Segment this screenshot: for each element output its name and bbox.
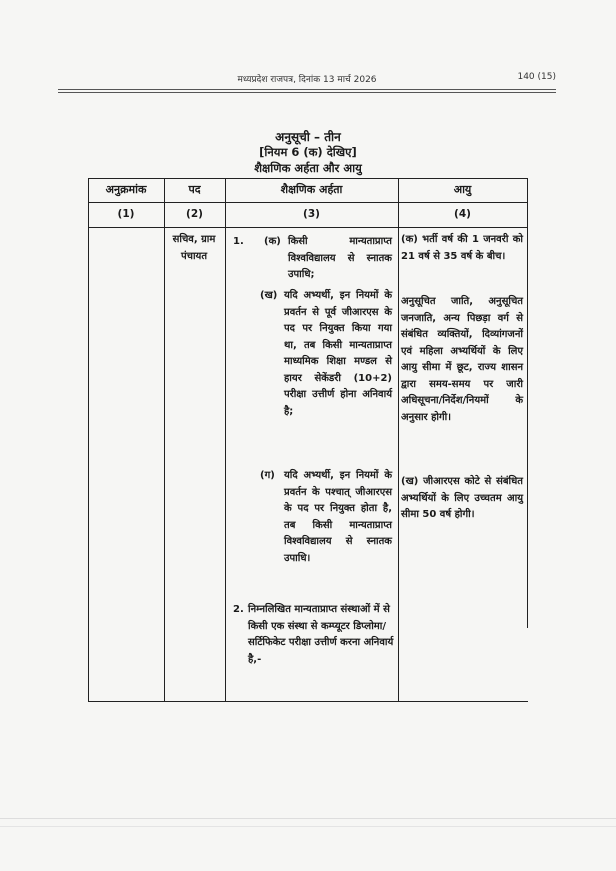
- col-divider-2: [225, 178, 226, 702]
- rule-reference: [नियम 6 (क) देखिए]: [259, 145, 357, 159]
- col-number-4: (4): [454, 208, 471, 220]
- header-rule-top: [58, 89, 556, 90]
- qualification-a-label: (क): [264, 236, 281, 247]
- col-number-2: (2): [186, 208, 203, 220]
- table-border-top: [88, 178, 528, 179]
- qualification-item2-text: निम्नलिखित मान्यताप्राप्त संस्थाओं में से किसी एक संस्था से कम्प्यूटर डिप्लोमा/ सर्टिफिकेट परीक्षा उत्तीर्ण करना अनिवार्य है,-: [248, 604, 394, 665]
- age-relaxation: अनुसूचित जाति, अनुसूचित जनजाति, अन्य पिछड़ा वर्ग से संबंधित व्यक्तियों, दिव्यांगजनों एवं महिला अभ्यर्थियों के लिए आयु सीमा में छूट, राज्य शासन द्वारा समय-समय पर जारी अधिसूचना/निर्देश/नियमों के अनुसार होगी।: [401, 296, 523, 423]
- scan-edge-line: [0, 818, 616, 819]
- qualification-b-label: (ख): [260, 290, 278, 301]
- header-qualification: शैक्षणिक अर्हता: [280, 183, 343, 196]
- scan-edge-line-2: [0, 826, 616, 827]
- table-border-right: [527, 178, 528, 628]
- header-rule-bottom: [58, 92, 556, 93]
- table-border-bottom: [88, 701, 528, 702]
- qualification-c-label: (ग): [260, 470, 275, 481]
- qualification-item2-number: 2.: [233, 604, 244, 615]
- number-row-divider: [88, 227, 528, 228]
- col-number-1: (1): [117, 208, 135, 220]
- header-serial: अनुक्रमांक: [105, 183, 147, 196]
- age-limit-a: (क) भर्ती वर्ष की 1 जनवरी को 21 वर्ष से 35 वर्ष के बीच।: [401, 234, 523, 262]
- age-limit-b: (ख) जीआरएस कोटे से संबंधित अभ्यर्थियों के लिए उच्चतम आयु सीमा 50 वर्ष होगी।: [401, 476, 523, 520]
- post-name: सचिव, ग्राम पंचायत: [172, 234, 216, 262]
- qualification-table: [88, 178, 528, 702]
- qualification-item1-number: 1.: [233, 236, 244, 247]
- col-number-3: (3): [303, 208, 320, 220]
- header-post: पद: [188, 183, 201, 196]
- qualification-b-text: यदि अभ्यर्थी, इन नियमों के प्रवर्तन से पूर्व जीआरएस के पद पर नियुक्त किया गया था, तब किसी मान्यताप्राप्त माध्यमिक शिक्षा मण्डल से हायर सेकेंडरी (10+2) परीक्षा उत्तीर्ण होना अनिवार्य है;: [284, 290, 392, 417]
- page-number: 140 (15): [517, 72, 556, 82]
- schedule-title: अनुसूची – तीन: [275, 130, 341, 144]
- col-divider-3: [398, 178, 399, 702]
- qualification-c-text: यदि अभ्यर्थी, इन नियमों के प्रवर्तन के पश्चात् जीआरएस के पद पर नियुक्त होता है, तब किसी मान्यताप्राप्त विश्वविद्यालय से स्नातक उपाधि।: [284, 470, 392, 564]
- col-divider-1: [164, 178, 165, 702]
- table-border-left: [88, 178, 89, 702]
- running-title: मध्यप्रदेश राजपत्र, दिनांक 13 मार्च 2026: [237, 75, 377, 85]
- qualification-a-text: किसी मान्यताप्राप्त विश्वविद्यालय से स्नातक उपाधि;: [288, 236, 392, 280]
- header-age: आयु: [453, 183, 472, 196]
- schedule-subject: शैक्षणिक अर्हता और आयु: [254, 161, 362, 175]
- header-row-divider: [88, 202, 528, 203]
